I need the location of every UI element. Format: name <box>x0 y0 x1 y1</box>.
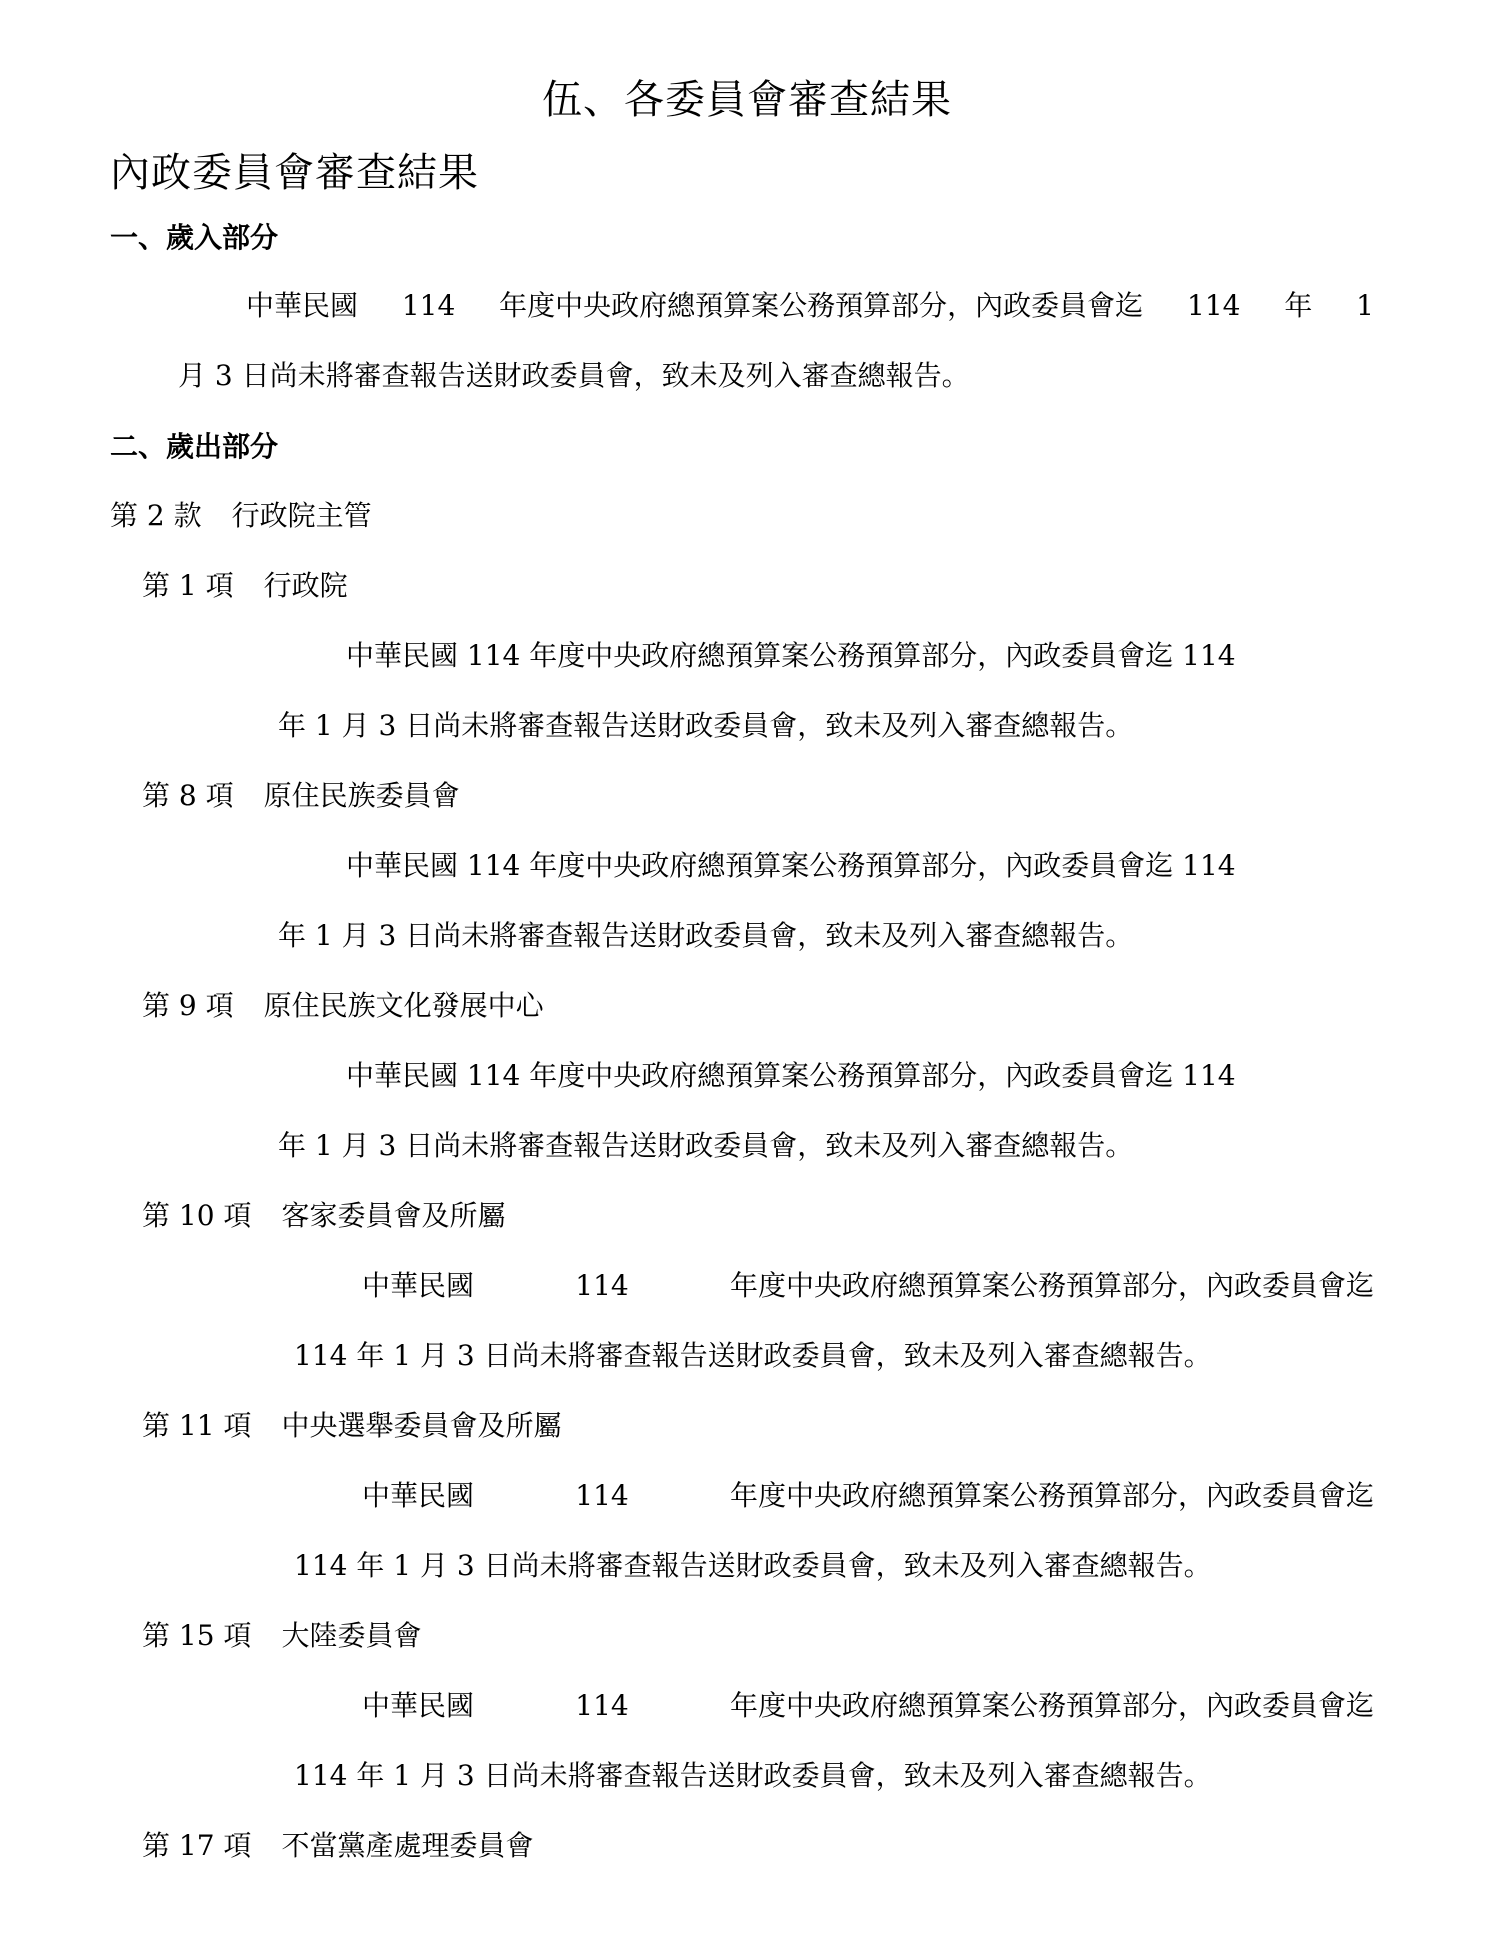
item-label <box>142 1616 421 1656</box>
item-paragraph-line2: 年 1 月 3 日尚未將審查報告送財政委員會，致未及列入審查總報告。 <box>278 709 1134 742</box>
item-number: 第 8 項 <box>142 779 234 812</box>
item-paragraph-line1 <box>362 1266 1374 1306</box>
revenue-heading: 一、歲入部分 <box>110 221 279 254</box>
item-paragraph-line1 <box>362 1476 1374 1516</box>
item-label <box>142 776 460 816</box>
item-paragraph-line2: 114 年 1 月 3 日尚未將審查報告送財政委員會，致未及列入審查總報告。 <box>294 1339 1212 1372</box>
text-segment: 114 <box>575 1479 629 1512</box>
text-segment: 114 <box>1187 289 1241 322</box>
text-segment: 中華民國 <box>246 289 359 322</box>
item-label <box>142 566 348 606</box>
item-paragraph-line1 <box>346 636 1374 676</box>
item-name: 不當黨產處理委員會 <box>281 1829 534 1862</box>
text-segment: 1 <box>1356 289 1374 322</box>
item-label <box>142 1406 561 1446</box>
item-name: 中央選舉委員會及所屬 <box>281 1409 562 1442</box>
item-number: 第 11 項 <box>142 1409 252 1442</box>
item-label <box>142 1196 505 1236</box>
item-paragraph-line1 <box>346 1056 1374 1096</box>
item-paragraph-line2: 114 年 1 月 3 日尚未將審查報告送財政委員會，致未及列入審查總報告。 <box>294 1549 1212 1582</box>
text-segment: 中華民國 <box>362 1479 475 1512</box>
item-name: 原住民族文化發展中心 <box>263 989 544 1022</box>
item-number: 第 9 項 <box>142 989 234 1022</box>
text-segment: 114 <box>575 1269 629 1302</box>
expenditure-heading: 二、歲出部分 <box>110 430 279 463</box>
item-name: 行政院 <box>263 569 348 602</box>
item-name: 大陸委員會 <box>281 1619 422 1652</box>
revenue-paragraph-line1 <box>246 286 1374 326</box>
text-segment: 年 <box>1284 289 1313 322</box>
text-segment: 中華民國 114 年度中央政府總預算案公務預算部分，內政委員會迄 114 <box>346 639 1236 672</box>
item-name: 原住民族委員會 <box>263 779 460 812</box>
text-segment: 年度中央政府總預算案公務預算部分，內政委員會迄 <box>729 1479 1374 1512</box>
text-segment: 年度中央政府總預算案公務預算部分，內政委員會迄 <box>499 289 1144 322</box>
item-number: 第 1 項 <box>142 569 234 602</box>
section-number: 第 2 款 <box>110 499 202 532</box>
item-name: 客家委員會及所屬 <box>281 1199 506 1232</box>
section-label <box>110 496 372 536</box>
text-segment: 年度中央政府總預算案公務預算部分，內政委員會迄 <box>729 1269 1374 1302</box>
text-segment: 中華民國 <box>362 1689 475 1722</box>
item-number: 第 15 項 <box>142 1619 252 1652</box>
item-paragraph-line1 <box>346 846 1374 886</box>
item-paragraph-line2: 年 1 月 3 日尚未將審查報告送財政委員會，致未及列入審查總報告。 <box>278 1129 1134 1162</box>
item-label <box>142 1826 533 1866</box>
item-paragraph-line2: 年 1 月 3 日尚未將審查報告送財政委員會，致未及列入審查總報告。 <box>278 919 1134 952</box>
page-title: 伍、各委員會審查結果 <box>542 77 952 123</box>
item-number: 第 10 項 <box>142 1199 252 1232</box>
text-segment: 114 <box>575 1689 629 1722</box>
committee-heading: 內政委員會審查結果 <box>110 150 479 196</box>
revenue-paragraph-line2: 月 3 日尚未將審查報告送財政委員會，致未及列入審查總報告。 <box>178 359 970 392</box>
text-segment: 年度中央政府總預算案公務預算部分，內政委員會迄 <box>729 1689 1374 1722</box>
item-number: 第 17 項 <box>142 1829 252 1862</box>
section-name: 行政院主管 <box>231 499 372 532</box>
item-paragraph-line2: 114 年 1 月 3 日尚未將審查報告送財政委員會，致未及列入審查總報告。 <box>294 1759 1212 1792</box>
text-segment: 中華民國 114 年度中央政府總預算案公務預算部分，內政委員會迄 114 <box>346 849 1236 882</box>
text-segment: 中華民國 114 年度中央政府總預算案公務預算部分，內政委員會迄 114 <box>346 1059 1236 1092</box>
item-paragraph-line1 <box>362 1686 1374 1726</box>
text-segment: 114 <box>401 289 456 322</box>
item-label <box>142 986 544 1026</box>
text-segment: 中華民國 <box>362 1269 475 1302</box>
